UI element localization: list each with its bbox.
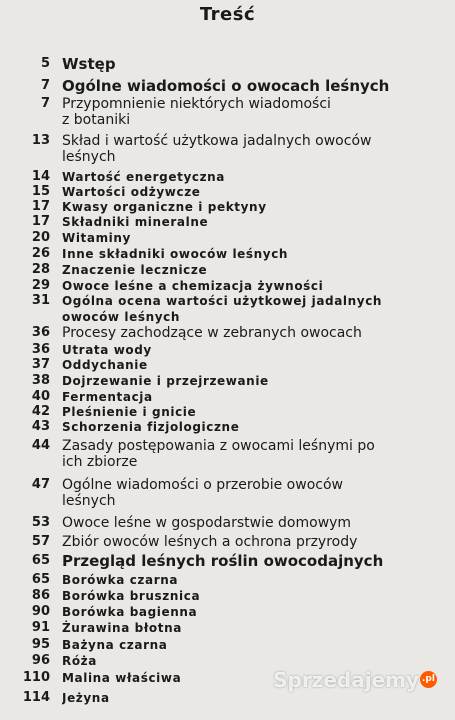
toc-entry-title: Wstęp: [62, 56, 116, 72]
toc-entry-title: Kwasy organiczne i pektyny: [62, 200, 267, 214]
toc-page-number: 90: [31, 604, 50, 619]
toc-page-number: 86: [31, 588, 50, 603]
toc-entry-title: [62, 293, 454, 325]
toc-entry-title: Procesy zachodzące w zebranych owocach: [62, 325, 362, 341]
toc-entry-title: Malina właściwa: [62, 671, 182, 685]
toc-entry-title: Fermentacja: [62, 390, 153, 404]
toc-entry-title: Witaminy: [62, 231, 131, 245]
toc-page-number: 37: [31, 357, 50, 372]
toc-entry-title: Oddychanie: [62, 358, 148, 372]
toc-page-number: 53: [31, 515, 50, 530]
toc-entry-title: Wartość energetyczna: [62, 170, 226, 184]
toc-page-number: 43: [31, 419, 50, 434]
toc-entry-line: leśnych: [62, 149, 116, 165]
toc-entry-title: Znaczenie lecznicze: [62, 263, 208, 277]
toc-page-number: 28: [31, 262, 50, 277]
toc-page-number: 96: [31, 653, 50, 668]
toc-entry-title: Pleśnienie i gnicie: [62, 405, 197, 419]
toc-page-number: 15: [31, 184, 50, 199]
toc-entry-line: Zasady postępowania z owocami leśnymi po: [62, 438, 375, 454]
toc-page-number: 20: [31, 230, 50, 245]
toc-entry-title: Róża: [62, 654, 97, 668]
toc-entry-title: Składniki mineralne: [62, 215, 209, 229]
toc-entry-title: Bażyna czarna: [62, 638, 168, 652]
toc-page-number: 36: [31, 342, 50, 357]
toc-page-number: 26: [31, 246, 50, 261]
toc-entry-title: Owoce leśne a chemizacja żywności: [62, 279, 324, 293]
toc-page-number: 91: [31, 620, 50, 635]
toc-page-number: 44: [31, 438, 50, 453]
toc-page-number: 42: [31, 404, 50, 419]
toc-entry-title: Przegląd leśnych roślin owocodajnych: [62, 553, 384, 569]
toc-page-number: 5: [40, 56, 50, 71]
toc-page-number: 14: [31, 169, 50, 184]
toc-page-number: 40: [31, 389, 50, 404]
toc-entry-title: [62, 438, 454, 470]
toc-entry-title: Borówka brusznica: [62, 589, 201, 603]
toc-entry-line: Przypomnienie niektórych wiadomości: [62, 96, 331, 112]
toc-entry-line: Skład i wartość użytkowa jadalnych owoców: [62, 133, 372, 149]
watermark-text: Sprzedajemy: [273, 668, 419, 692]
toc-entry-title: Borówka bagienna: [62, 605, 198, 619]
toc-entry-line: Ogólne wiadomości o przerobie owoców: [62, 477, 343, 493]
toc-entry-line: ich zbiorze: [62, 454, 138, 470]
toc-page-number: 65: [31, 553, 50, 568]
toc-page-number: 17: [31, 214, 50, 229]
toc-entry-title: [62, 477, 454, 509]
toc-page-number: 17: [31, 199, 50, 214]
toc-entry-title: [62, 133, 454, 165]
toc-page-number: 7: [40, 96, 50, 111]
toc-entry-title: Wartości odżywcze: [62, 185, 201, 199]
toc-page-number: 7: [40, 78, 50, 93]
toc-entry-title: Schorzenia fizjologiczne: [62, 420, 240, 434]
toc-entry-line: owoców leśnych: [62, 310, 181, 324]
toc-page-number: 47: [31, 477, 50, 492]
toc-page-number: 110: [22, 670, 50, 685]
toc-page-number: 31: [31, 293, 50, 308]
watermark-logo: [273, 668, 437, 692]
toc-entry-title: Żurawina błotna: [62, 621, 182, 635]
toc-page-number: 57: [31, 534, 50, 549]
toc-entry-title: Zbiór owoców leśnych a ochrona przyrody: [62, 534, 358, 550]
toc-entry-title: [62, 96, 454, 128]
toc-entry-title: Jeżyna: [62, 691, 110, 705]
toc-entry-title: Dojrzewanie i przejrzewanie: [62, 374, 269, 388]
toc-entry-title: Inne składniki owoców leśnych: [62, 247, 289, 261]
toc-page-number: 95: [31, 637, 50, 652]
toc-page-number: 65: [31, 572, 50, 587]
toc-entry-line: Ogólna ocena wartości użytkowej jadalnych: [62, 294, 383, 308]
toc-entry-title: Ogólne wiadomości o owocach leśnych: [62, 78, 390, 94]
toc-entry-line: leśnych: [62, 493, 116, 509]
page-title: Treść: [199, 4, 256, 25]
toc-page-number: 114: [22, 690, 50, 705]
toc-entry-title: Borówka czarna: [62, 573, 179, 587]
toc-page-number: 38: [31, 373, 50, 388]
toc-entry-title: Utrata wody: [62, 343, 152, 357]
watermark-badge: .pl: [420, 671, 437, 688]
toc-page-number: 36: [31, 325, 50, 340]
toc-entry-line: z botaniki: [62, 112, 131, 128]
toc-page-number: 29: [31, 278, 50, 293]
toc-entry-title: Owoce leśne w gospodarstwie domowym: [62, 515, 352, 531]
toc-page-number: 13: [31, 133, 50, 148]
